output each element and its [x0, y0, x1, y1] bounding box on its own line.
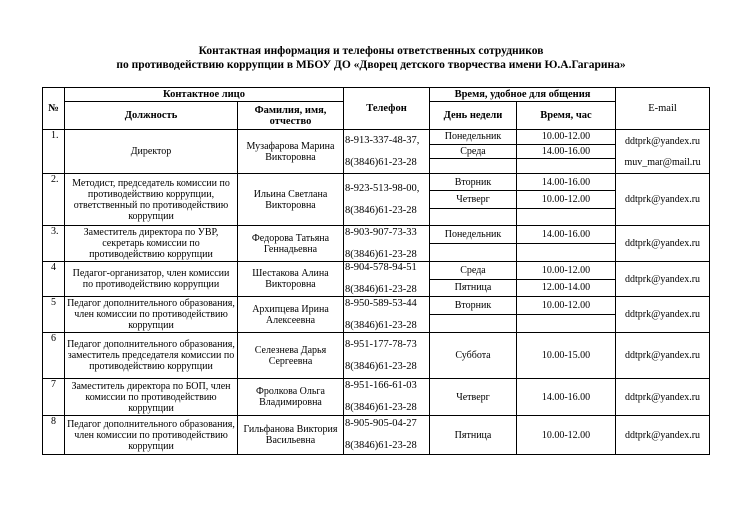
- row-email: [616, 416, 710, 455]
- row-number: 3.: [43, 226, 65, 262]
- row-times: [517, 333, 616, 379]
- mobile-phone: 8-951-177-78-73: [345, 338, 417, 350]
- row-times: [517, 379, 616, 416]
- time-cell: 12.00-14.00: [541, 282, 591, 293]
- row-number: 1.: [43, 130, 65, 174]
- office-phone: 8(3846)61-23-28: [345, 440, 417, 451]
- day-cell: Среда: [430, 145, 516, 160]
- row-phone: [344, 416, 430, 455]
- mobile-phone: 8-950-589-53-44: [345, 297, 417, 309]
- day-cell: Суббота: [455, 350, 491, 361]
- row-times: [517, 416, 616, 455]
- row-phone: [344, 333, 430, 379]
- office-phone: 8(3846)61-23-28: [345, 319, 417, 331]
- day-cell: [430, 315, 516, 332]
- row-name: Шестакова Алина Викторовна: [238, 262, 344, 297]
- header-email: E-mail: [616, 88, 710, 130]
- row-phone: [344, 130, 430, 174]
- header-time-group: Время, удобное для общения: [430, 88, 616, 102]
- row-name: Архипцева Ирина Алексеевна: [238, 297, 344, 333]
- time-cell: 10.00-15.00: [541, 350, 591, 361]
- email-link[interactable]: muv_mar@mail.ru: [624, 156, 701, 168]
- time-cell: [517, 209, 615, 225]
- office-phone: 8(3846)61-23-28: [345, 156, 417, 168]
- row-phone: [344, 297, 430, 333]
- row-days: [430, 333, 517, 379]
- row-times: [517, 174, 616, 226]
- table-row: [43, 262, 710, 297]
- day-cell: Четверг: [430, 191, 516, 208]
- row-number: 7: [43, 379, 65, 416]
- row-days: [430, 130, 517, 174]
- header-contact: Контактное лицо: [65, 88, 344, 102]
- day-cell: Понедельник: [430, 226, 516, 244]
- row-position: Педагог дополнительного образования, заместитель председателя комиссии по противодействию коррупции: [65, 333, 238, 379]
- row-email: [616, 174, 710, 226]
- row-position: Заместитель директора по БОП, член комиссии по противодействию коррупции: [65, 379, 238, 416]
- document-title: Контактная информация и телефоны ответственных сотрудников: [198, 45, 544, 57]
- office-phone: 8(3846)61-23-28: [345, 204, 417, 216]
- time-cell: [517, 159, 615, 173]
- row-name: Селезнева Дарья Сергеевна: [238, 333, 344, 379]
- time-cell: 10.00-12.00: [517, 130, 615, 145]
- office-phone: 8(3846)61-23-28: [345, 248, 417, 260]
- mobile-phone: 8-923-513-98-00,: [345, 182, 420, 194]
- day-cell: Вторник: [430, 297, 516, 315]
- email-link[interactable]: ddtprk@yandex.ru: [625, 238, 701, 249]
- time-cell: 10.00-12.00: [517, 297, 615, 315]
- table-row: [43, 174, 710, 226]
- header-day: День недели: [430, 102, 517, 130]
- day-cell: [430, 209, 516, 225]
- day-cell: Среда: [430, 263, 516, 280]
- mobile-phone: 8-903-907-73-33: [345, 226, 417, 238]
- time-cell: 10.00-12.00: [517, 191, 615, 208]
- time-cell: 14.00-16.00: [517, 145, 615, 160]
- day-cell: Вторник: [430, 174, 516, 191]
- row-phone: [344, 379, 430, 416]
- row-number: 5: [43, 297, 65, 333]
- row-number: 6: [43, 333, 65, 379]
- time-cell: 14.00-16.00: [541, 391, 591, 403]
- email-link[interactable]: ddtprk@yandex.ru: [625, 309, 701, 320]
- row-days: [430, 297, 517, 333]
- mobile-phone: 8-905-905-04-27: [345, 418, 417, 429]
- table-row: [43, 130, 710, 174]
- row-times: [517, 262, 616, 297]
- row-times: [517, 226, 616, 262]
- row-days: [430, 174, 517, 226]
- row-email: [616, 379, 710, 416]
- day-cell: Четверг: [456, 391, 490, 403]
- row-days: [430, 226, 517, 262]
- day-cell: Понедельник: [430, 130, 516, 145]
- row-times: [517, 130, 616, 174]
- time-cell: [517, 315, 615, 332]
- document-subtitle: по противодействию коррупции в МБОУ ДО «Дворец детского творчества имени Ю.А.Гагарина»: [116, 59, 626, 71]
- time-cell: 10.00-12.00: [517, 263, 615, 280]
- row-position: Заместитель директора по УВР, секретарь комиссии по противодействию коррупции: [65, 226, 238, 262]
- time-cell: [517, 244, 615, 261]
- table-row: [43, 379, 710, 416]
- row-days: [430, 379, 517, 416]
- day-cell: Пятница: [454, 429, 492, 441]
- row-name: Ильина Светлана Викторовна: [238, 174, 344, 226]
- row-phone: [344, 174, 430, 226]
- row-position: Педагог-организатор, член комиссии по противодействию коррупции: [65, 262, 238, 297]
- row-times: [517, 297, 616, 333]
- time-cell: 10.00-12.00: [541, 429, 591, 441]
- row-email: [616, 226, 710, 262]
- email-link[interactable]: ddtprk@yandex.ru: [625, 135, 701, 147]
- row-name: Федорова Татьяна Геннадьевна: [238, 226, 344, 262]
- header-time: Время, час: [517, 102, 616, 130]
- header-num: №: [43, 88, 65, 130]
- email-link[interactable]: ddtprk@yandex.ru: [625, 273, 701, 285]
- row-email: [616, 262, 710, 297]
- row-name: Фролкова Ольга Владимировна: [238, 379, 344, 416]
- table-row: [43, 333, 710, 379]
- day-cell: Пятница: [454, 282, 492, 293]
- email-link[interactable]: ddtprk@yandex.ru: [625, 350, 701, 361]
- office-phone: 8(3846)61-23-28: [345, 360, 417, 372]
- row-number: 4: [43, 262, 65, 297]
- office-phone: 8(3846)61-23-28: [345, 402, 417, 413]
- row-phone: [344, 262, 430, 297]
- time-cell: 14.00-16.00: [517, 174, 615, 191]
- row-position: Педагог дополнительного образования, член комиссии по противодействию коррупции: [65, 297, 238, 333]
- time-cell: 14.00-16.00: [517, 226, 615, 244]
- mobile-phone: 8-913-337-48-37,: [345, 134, 420, 146]
- office-phone: 8(3846)61-23-28: [345, 284, 417, 295]
- row-email: [616, 297, 710, 333]
- row-name: Музафарова Марина Викторовна: [238, 130, 344, 174]
- row-name: Гильфанова Виктория Васильевна: [238, 416, 344, 455]
- day-cell: [430, 244, 516, 261]
- table-row: [43, 297, 710, 333]
- email-link[interactable]: ddtprk@yandex.ru: [625, 391, 701, 403]
- row-email: [616, 333, 710, 379]
- row-days: [430, 262, 517, 297]
- row-phone: [344, 226, 430, 262]
- table-row: [43, 416, 710, 455]
- row-position: Педагог дополнительного образования, член комиссии по противодействию коррупции: [65, 416, 238, 455]
- mobile-phone: 8-951-166-61-03: [345, 380, 417, 391]
- table-body: [43, 130, 710, 455]
- row-number: 2.: [43, 174, 65, 226]
- mobile-phone: 8-904-578-94-51: [345, 262, 417, 273]
- day-cell: [430, 159, 516, 173]
- row-number: 8: [43, 416, 65, 455]
- header-position: Должность: [65, 102, 238, 130]
- email-link[interactable]: ddtprk@yandex.ru: [625, 429, 701, 441]
- row-days: [430, 416, 517, 455]
- header-phone: Телефон: [344, 88, 430, 130]
- row-position: Методист, председатель комиссии по противодействию коррупции, ответственный по противодействию коррупции: [65, 174, 238, 226]
- row-position: Директор: [65, 130, 238, 174]
- header-name: Фамилия, имя, отчество: [238, 102, 344, 130]
- contacts-table: [42, 87, 710, 455]
- row-email: [616, 130, 710, 174]
- email-link[interactable]: ddtprk@yandex.ru: [625, 194, 701, 205]
- table-row: [43, 226, 710, 262]
